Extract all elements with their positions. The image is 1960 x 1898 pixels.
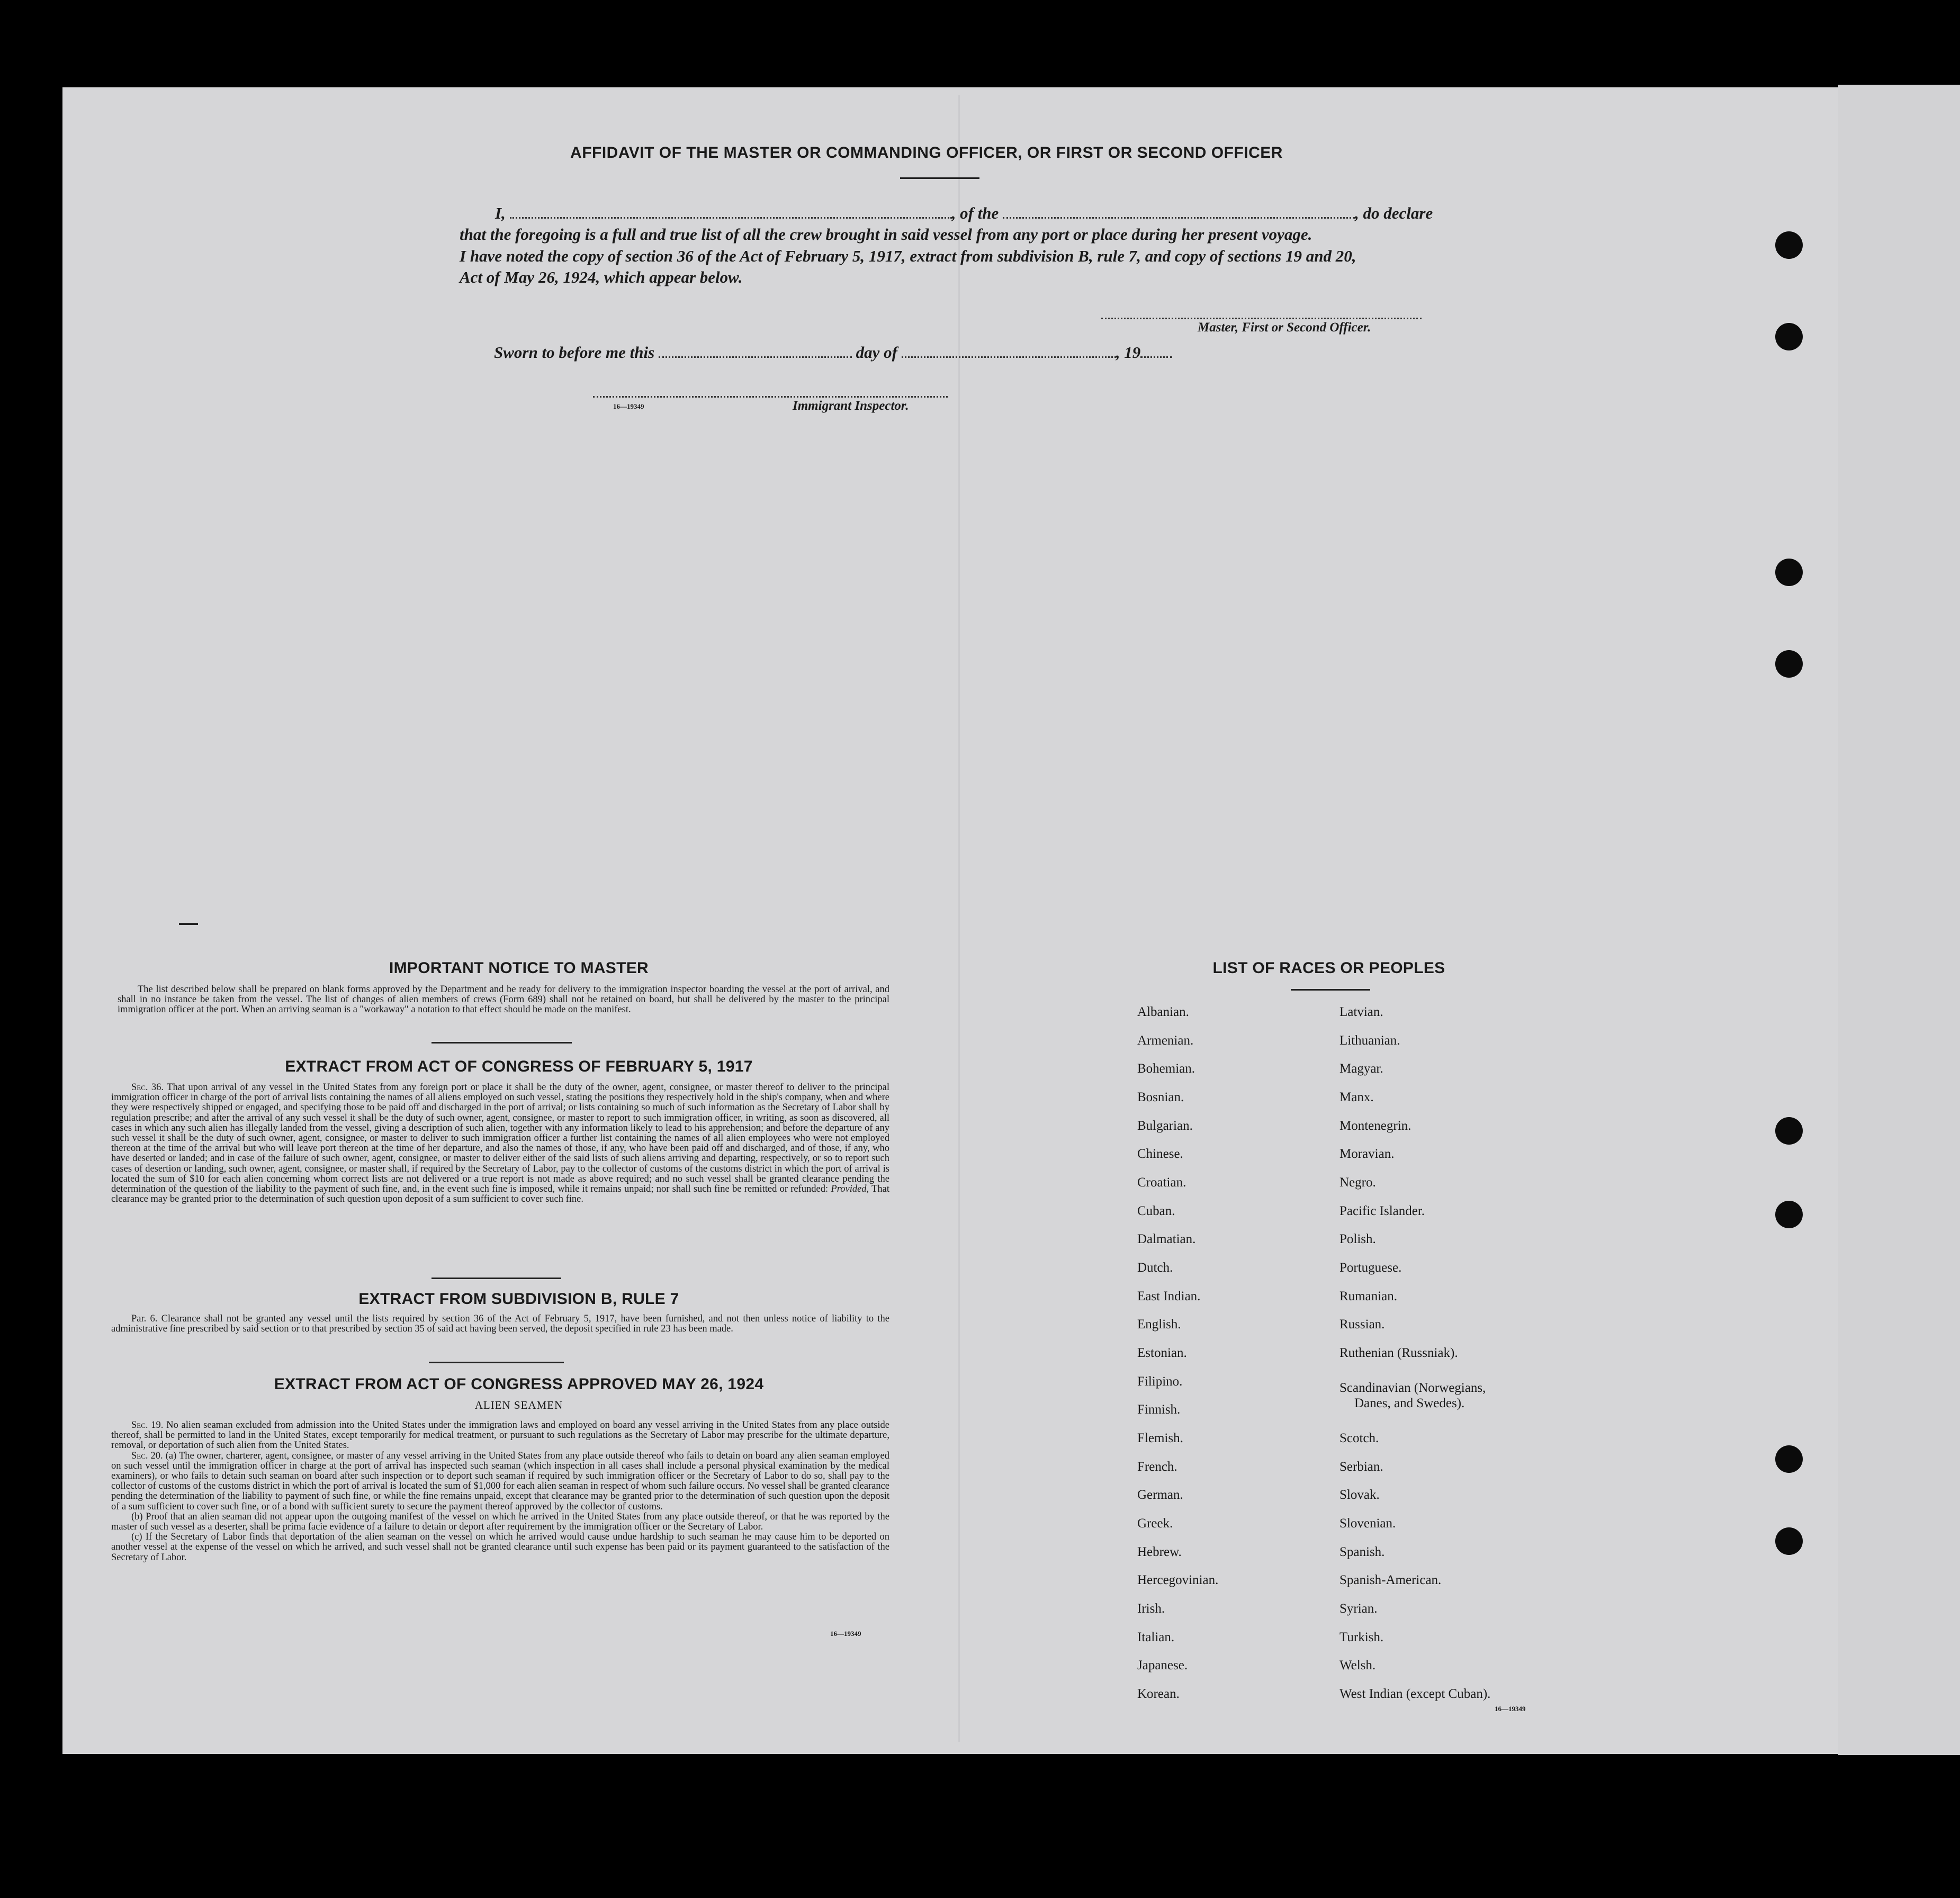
sworn-day-field[interactable] [659, 351, 852, 358]
notice-text: The list described below shall be prepared on blank forms approved by the Department and be ready for delivery to the immigration inspector boarding the vessel at the port of arrival, and shall in no instance be taken from the vessel. The list of changes of alien members of crews (Form 689) shall not be retained on board, but shall be delivered by the master to the principal immigration officer at the port. When an arriving seaman is a "workaway" a notation to that effect should be made on the manifest. [118, 984, 889, 1015]
section-divider [429, 1362, 564, 1363]
extract-1924-text [111, 1420, 889, 1563]
sec20a-paragraph [111, 1451, 889, 1512]
binder-hole-icon [1775, 1445, 1803, 1473]
race-item: Greek. [1137, 1516, 1173, 1531]
race-item: Bulgarian. [1137, 1119, 1193, 1133]
sworn-line [494, 343, 1172, 362]
declaration-line-1 [495, 204, 1433, 223]
binder-hole-icon [1775, 231, 1803, 259]
race-item: Polish. [1339, 1232, 1376, 1246]
binder-hole-icon [1775, 1527, 1803, 1555]
race-item: Montenegrin. [1339, 1119, 1411, 1133]
sworn-month-field[interactable] [902, 351, 1116, 358]
race-item: Albanian. [1137, 1005, 1189, 1019]
race-item: Irish. [1137, 1602, 1165, 1616]
vessel-prefix: , of the [951, 204, 999, 222]
race-item: Welsh. [1339, 1658, 1376, 1672]
binder-hole-icon [1775, 559, 1803, 586]
form-number: 16—19349 [830, 1630, 861, 1638]
race-item: Italian. [1137, 1630, 1175, 1644]
extract-1917-text [111, 1083, 889, 1204]
races-title: LIST OF RACES OR PEOPLES [1212, 959, 1445, 977]
page-margin-strip [1838, 85, 1960, 1755]
form-number: 16—19349 [613, 402, 644, 410]
declaration-line-3: I have noted the copy of section 36 of the Act of February 5, 1917, extract from subdivision B, rule 7, and copy of sections 19 and 20, [460, 247, 1356, 265]
sec20b-paragraph: (b) Proof that an alien seaman did not appear upon the outgoing manifest of the vessel on which he arrived in the United States from any place outside thereof, or that he was reported by the master of such vessel as a deserter, shall be prima facie evidence of a failure to detain or deport after requirement by the immigration officer or the Secretary of Labor. [111, 1511, 889, 1533]
master-signature-field[interactable] [1101, 312, 1422, 319]
year-prefix: , 19 [1116, 343, 1141, 362]
race-item: German. [1137, 1488, 1183, 1502]
race-item: Portuguese. [1339, 1261, 1402, 1275]
rule7-title: EXTRACT FROM SUBDIVISION B, RULE 7 [358, 1290, 679, 1308]
race-item: West Indian (except Cuban). [1339, 1687, 1491, 1701]
inspector-signature-field[interactable] [593, 391, 948, 398]
sworn-year-field[interactable] [1140, 351, 1172, 358]
race-item: Japanese. [1137, 1658, 1188, 1672]
title-divider [900, 177, 979, 179]
declare-suffix: , do declare [1355, 204, 1433, 222]
race-item: Pacific Islander. [1339, 1204, 1425, 1218]
race-item: Estonian. [1137, 1346, 1187, 1360]
margin-mark [179, 923, 198, 925]
race-item: Slovenian. [1339, 1516, 1396, 1531]
race-item: Armenian. [1137, 1033, 1194, 1048]
declaration-line-2: that the foregoing is a full and true list of all the crew brought in said vessel from any port or place during her present voyage. [460, 225, 1312, 244]
binder-hole-icon [1775, 1201, 1803, 1228]
binder-hole-icon [1775, 650, 1803, 678]
race-item: Bosnian. [1137, 1090, 1184, 1104]
sec19-paragraph [111, 1420, 889, 1451]
provided-word: Provided, [831, 1184, 869, 1195]
race-item: Slovak. [1339, 1488, 1380, 1502]
race-item: Bohemian. [1137, 1062, 1195, 1076]
race-item: Dutch. [1137, 1261, 1173, 1275]
binder-hole-icon [1775, 323, 1803, 350]
sec19-body: No alien seaman excluded from admission into the United States under the immigration laws and employed on board any vessel arriving in the United States from any place outside thereof, shall be permitted to land in the United States, except temporarily for medical treatment, or pursuant to such regulations as the Secretary of Labor may prescribe for the ultimate departure, removal, or deportation of such alien from the United States. [111, 1420, 890, 1451]
section-divider [431, 1278, 561, 1279]
section-divider [431, 1042, 572, 1044]
race-item: Hercegovinian. [1137, 1573, 1219, 1587]
affidavit-title: AFFIDAVIT OF THE MASTER OR COMMANDING OFFICER, OR FIRST OR SECOND OFFICER [570, 144, 1283, 161]
race-item: Moravian. [1339, 1147, 1395, 1161]
race-item: Filipino. [1137, 1374, 1183, 1389]
race-item: Negro. [1339, 1175, 1376, 1190]
race-item: Danes, and Swedes). [1354, 1396, 1465, 1410]
sec36-body-end: That clearance may be granted prior to the determination of such question upon deposit of a sum sufficient to cover such fine. [111, 1184, 890, 1205]
master-signature-caption: Master, First or Second Officer. [1198, 320, 1371, 335]
race-item: Hebrew. [1137, 1545, 1182, 1559]
race-item: Russian. [1339, 1317, 1385, 1332]
race-item: Rumanian. [1339, 1289, 1398, 1303]
race-item: French. [1137, 1460, 1177, 1474]
race-item: East Indian. [1137, 1289, 1201, 1303]
form-number: 16—19349 [1495, 1705, 1526, 1713]
sec19-label: Sec. 19. [131, 1420, 164, 1431]
race-item: Croatian. [1137, 1175, 1186, 1190]
declarant-name-field[interactable] [510, 212, 952, 219]
inspector-caption: Immigrant Inspector. [793, 399, 909, 413]
sec20-label: Sec. 20. [131, 1450, 163, 1461]
race-item: Serbian. [1339, 1460, 1383, 1474]
race-item: Scotch. [1339, 1431, 1379, 1445]
declarant-prefix: I, [495, 204, 506, 222]
day-of-label: day of [856, 343, 897, 362]
declaration-line-4: Act of May 26, 1924, which appear below. [460, 268, 743, 286]
race-item: Spanish. [1339, 1545, 1385, 1559]
extract-1917-title: EXTRACT FROM ACT OF CONGRESS OF FEBRUARY 5, 1917 [285, 1058, 753, 1075]
race-item: English. [1137, 1317, 1181, 1332]
sec36-label: Sec. 36. [131, 1082, 164, 1093]
rule7-text: Par. 6. Clearance shall not be granted any vessel until the lists required by section 36 of the Act of February 5, 1917, have been furnished, and not then unless notice of liability to the administrative fine prescribed by said section or to that prescribed by section 35 of said act having been served, the deposit specified in rule 23 has been made. [111, 1314, 889, 1335]
race-item: Spanish-American. [1339, 1573, 1442, 1587]
race-item: Scandinavian (Norwegians, [1339, 1381, 1486, 1395]
page-fold-line [958, 95, 960, 1742]
race-item: Finnish. [1137, 1402, 1181, 1417]
section-divider [1291, 989, 1370, 991]
vessel-name-field[interactable] [1003, 212, 1355, 219]
race-item: Chinese. [1137, 1147, 1183, 1161]
race-item: Syrian. [1339, 1602, 1378, 1616]
sec20c-paragraph: (c) If the Secretary of Labor finds that deportation of the alien seaman on the vessel on which he arrived would cause undue hardship to such seaman he may cause him to be deported on another vessel at the expense of the vessel on which he arrived, and such vessel shall not be granted clearance until such expense has been paid or its payment guaranteed to the satisfaction of the Secretary of Labor. [111, 1532, 889, 1563]
race-item: Ruthenian (Russniak). [1339, 1346, 1458, 1360]
sec36-body: That upon arrival of any vessel in the United States from any foreign port or place it shall be the duty of the owner, agent, consignee, or master thereof to deliver to the principal immigration officer in charge of the port of arrival lists containing the names of all aliens employed on such vessel, stating the positions they respectively hold in the ship's company, when and where they were respectively shipped or engaged, and specifying those to be paid off and discharged in the port of arrival; or lists containing so much of such information as the Secretary of Labor shall by regulation prescribe; and after the arrival of any such vessel it shall be the duty of such owner, agent, consignee, or master to report to such immigration officer, in writing, as soon as discovered, all cases in which any such alien has illegally landed from the vessel, giving a description of such alien, together with any information likely to lead to his apprehension; and before the departure of any such vessel it shall be the duty of such owner, agent, consignee, or master to deliver to such immigration officer a further list containing the names of all alien employees who were not employed thereon at the time of the arrival but who will leave port thereon at the time of her departure, and also the names of those, if any, who have been paid off and discharged, and of those, if any, who have deserted or landed; and in case of the failure of such owner, agent, consignee, or master to deliver either of the said lists of such aliens arriving and departing, respectively, or so to report such cases of desertion or landing, such owner, agent, consignee, or master shall, if required by the Secretary of Labor, pay to the collector of customs of the customs district in which the port of arrival is located the sum of $10 for each alien concerning whom correct lists are not delivered or a true report is not made as above required; and no such vessel shall be granted clearance pending the determination of the question of the liability to the payment of such fine, and, in the event such fine is imposed, while it remains unpaid; nor shall such fine be remitted or refunded: [111, 1082, 890, 1195]
sec20a-body: (a) The owner, charterer, agent, consignee, or master of any vessel arriving in the United States from any place outside thereof who fails to detain on board any alien seaman employed on such vessel until the immigration officer in charge at the port of arrival has inspected such seaman (which inspection in all cases shall include a personal physical examination by the medical examiners), or who fails to detain such seaman on board after such inspection or to deport such seaman if required by such immigration officer or the Secretary of Labor to do so, shall pay to the collector of customs of the customs district in which the port of arrival is located the sum of $1,000 for each alien seaman in respect of whom such failure occurs. No vessel shall be granted clearance pending the determination of the liability to payment of such fine, or while the fine remains unpaid, except that clearance may be granted prior to the determination of such question upon the deposit of a sum sufficient to cover such fine, or of a bond with sufficient surety to secure the payment thereof approved by the collector of customs. [111, 1450, 890, 1512]
race-item: Lithuanian. [1339, 1033, 1400, 1048]
notice-title: IMPORTANT NOTICE TO MASTER [389, 959, 649, 977]
race-item: Korean. [1137, 1687, 1180, 1701]
alien-seamen-subtitle: ALIEN SEAMEN [474, 1399, 563, 1411]
race-item: Latvian. [1339, 1005, 1383, 1019]
race-item: Magyar. [1339, 1062, 1383, 1076]
race-item: Flemish. [1137, 1431, 1183, 1445]
race-item: Turkish. [1339, 1630, 1384, 1644]
race-item: Dalmatian. [1137, 1232, 1196, 1246]
extract-1924-title: EXTRACT FROM ACT OF CONGRESS APPROVED MAY 26, 1924 [274, 1375, 764, 1393]
sworn-prefix: Sworn to before me this [494, 343, 655, 362]
race-item: Cuban. [1137, 1204, 1175, 1218]
race-item: Manx. [1339, 1090, 1374, 1104]
binder-hole-icon [1775, 1117, 1803, 1145]
